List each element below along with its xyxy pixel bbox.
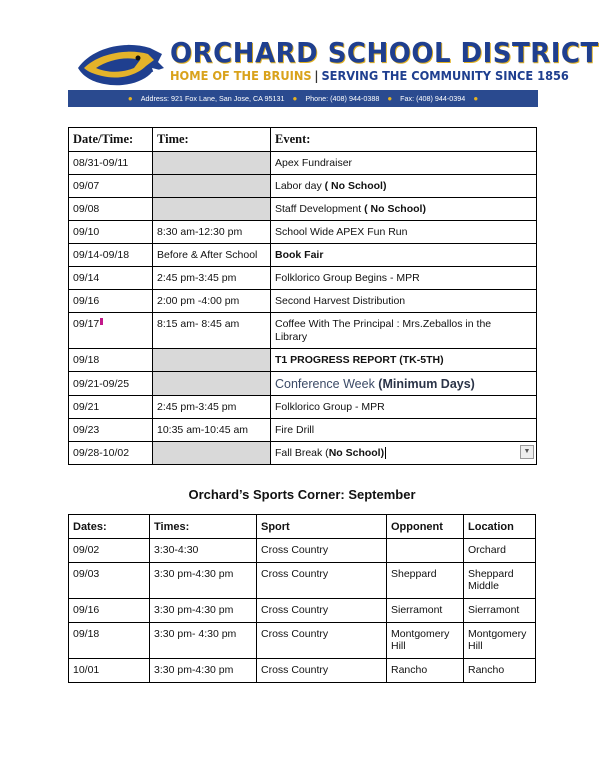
event-title: Conference Week — [275, 376, 375, 391]
contact-bar — [68, 90, 538, 107]
event-date: 09/08 — [69, 198, 153, 221]
event-time: 2:00 pm -4:00 pm — [153, 290, 271, 313]
sport-time: 3:30 pm- 4:30 pm — [150, 623, 257, 659]
header-event: Event: — [271, 128, 537, 152]
event-name — [271, 221, 537, 244]
event-time: Before & After School — [153, 244, 271, 267]
header-date: Date/Time: — [69, 128, 153, 152]
bruin-mascot-logo — [74, 38, 166, 90]
address-text: Address: 921 Fox Lane, San Jose, CA 95131 — [140, 94, 285, 103]
event-date: 09/14 — [69, 267, 153, 290]
sport-location: Montgomery Hill — [464, 623, 536, 659]
event-title: Fire Drill — [275, 424, 315, 436]
event-name — [271, 419, 537, 442]
sport-opponent: Rancho — [387, 659, 464, 683]
event-row — [69, 396, 537, 419]
event-date: 09/14-09/18 — [69, 244, 153, 267]
district-title: ORCHARD SCHOOL DISTRICT — [170, 36, 599, 69]
event-row — [69, 349, 537, 372]
event-date: 09/21-09/25 — [69, 372, 153, 396]
sports-table — [68, 514, 536, 683]
event-row — [69, 267, 537, 290]
event-date-text: 09/17 — [73, 318, 100, 330]
event-time — [153, 152, 271, 175]
event-name — [271, 198, 537, 221]
event-row — [69, 290, 537, 313]
district-tagline — [170, 69, 569, 83]
sports-row — [69, 623, 536, 659]
sport-name: Cross Country — [257, 539, 387, 563]
event-row — [69, 313, 537, 349]
sport-date: 09/02 — [69, 539, 150, 563]
event-row — [69, 244, 537, 267]
event-date: 09/07 — [69, 175, 153, 198]
event-title: Apex Fundraiser — [275, 157, 353, 169]
sport-location: Sheppard Middle — [464, 563, 536, 599]
event-note: ( No School) — [361, 203, 426, 215]
event-time — [153, 442, 271, 465]
event-title: Staff Development — [275, 203, 362, 215]
event-row — [69, 198, 537, 221]
event-time — [153, 175, 271, 198]
sport-opponent — [387, 539, 464, 563]
event-name — [271, 290, 537, 313]
sports-corner-title: Orchard’s Sports Corner: September — [188, 487, 416, 502]
sport-date: 10/01 — [69, 659, 150, 683]
sport-location: Orchard — [464, 539, 536, 563]
header-sport: Sport — [257, 515, 387, 539]
event-date: 08/31-09/11 — [69, 152, 153, 175]
event-time: 2:45 pm-3:45 pm — [153, 396, 271, 419]
event-title: Fall Break ( — [275, 447, 329, 459]
paw-icon: ● — [292, 94, 298, 103]
chevron-down-icon[interactable]: ▼ — [520, 445, 534, 459]
sport-date: 09/18 — [69, 623, 150, 659]
letterhead — [68, 36, 599, 108]
event-title: Folklorico Group Begins - MPR — [275, 272, 420, 284]
event-title: T1 PROGRESS REPORT (TK-5TH) — [275, 354, 444, 366]
event-title: Labor day — [275, 180, 322, 192]
event-time: 8:30 am-12:30 pm — [153, 221, 271, 244]
header-times: Times: — [150, 515, 257, 539]
event-name[interactable] — [271, 442, 537, 465]
event-row — [69, 175, 537, 198]
sport-location: Sierramont — [464, 599, 536, 623]
event-note: ( No School) — [321, 180, 387, 192]
event-title: Second Harvest Distribution — [275, 295, 406, 307]
event-row — [69, 372, 537, 396]
event-time: 8:15 am- 8:45 am — [153, 313, 271, 349]
event-date: 09/23 — [69, 419, 153, 442]
event-time — [153, 372, 271, 396]
sport-date: 09/03 — [69, 563, 150, 599]
event-title: Coffee With The Principal : Mrs.Zeballos in the Library — [275, 318, 492, 343]
event-date: 09/28-10/02 — [69, 442, 153, 465]
paw-icon: ● — [387, 94, 393, 103]
tagline-separator: | — [314, 69, 319, 83]
event-name — [271, 244, 537, 267]
paw-icon: ● — [473, 94, 479, 103]
event-title: Folklorico Group - MPR — [275, 401, 385, 413]
event-date: 09/16 — [69, 290, 153, 313]
event-title: Book Fair — [275, 249, 324, 261]
sport-location: Rancho — [464, 659, 536, 683]
event-row — [69, 419, 537, 442]
event-time: 10:35 am-10:45 am — [153, 419, 271, 442]
event-time: 2:45 pm-3:45 pm — [153, 267, 271, 290]
fax-text: Fax: (408) 944-0394 — [400, 94, 466, 103]
tagline-community: SERVING THE COMMUNITY SINCE 1856 — [321, 69, 569, 83]
event-note: (Minimum Days) — [374, 376, 475, 391]
sports-row — [69, 539, 536, 563]
event-name — [271, 267, 537, 290]
sport-name: Cross Country — [257, 599, 387, 623]
sport-time: 3:30 pm-4:30 pm — [150, 563, 257, 599]
sport-time: 3:30 pm-4:30 pm — [150, 659, 257, 683]
events-header-row — [69, 128, 537, 152]
paw-icon: ● — [127, 94, 133, 103]
events-table — [68, 127, 537, 465]
event-name — [271, 152, 537, 175]
event-title: School Wide APEX Fun Run — [275, 226, 408, 238]
header-time: Time: — [153, 128, 271, 152]
tagline-bruins: HOME OF THE BRUINS — [170, 69, 312, 83]
header-opponent: Opponent — [387, 515, 464, 539]
event-time — [153, 198, 271, 221]
event-name — [271, 372, 537, 396]
event-row — [69, 152, 537, 175]
sports-row — [69, 563, 536, 599]
event-name — [271, 349, 537, 372]
sport-date: 09/16 — [69, 599, 150, 623]
event-row — [69, 221, 537, 244]
event-note: No School) — [328, 447, 385, 459]
event-date: 09/18 — [69, 349, 153, 372]
sports-header-row — [69, 515, 536, 539]
event-name — [271, 313, 537, 349]
event-time — [153, 349, 271, 372]
sport-name: Cross Country — [257, 563, 387, 599]
sports-row — [69, 599, 536, 623]
sport-time: 3:30 pm-4:30 pm — [150, 599, 257, 623]
sport-opponent: Montgomery Hill — [387, 623, 464, 659]
event-date: 09/21 — [69, 396, 153, 419]
header-location: Location — [464, 515, 536, 539]
header-dates: Dates: — [69, 515, 150, 539]
sport-name: Cross Country — [257, 623, 387, 659]
sport-time: 3:30-4:30 — [150, 539, 257, 563]
event-name — [271, 175, 537, 198]
phone-text: Phone: (408) 944-0388 — [305, 94, 380, 103]
event-date — [69, 313, 153, 349]
event-row — [69, 442, 537, 465]
sport-opponent: Sheppard — [387, 563, 464, 599]
sport-opponent: Sierramont — [387, 599, 464, 623]
sports-row — [69, 659, 536, 683]
sport-name: Cross Country — [257, 659, 387, 683]
event-date: 09/10 — [69, 221, 153, 244]
event-name — [271, 396, 537, 419]
comment-marker-icon[interactable] — [100, 318, 103, 325]
